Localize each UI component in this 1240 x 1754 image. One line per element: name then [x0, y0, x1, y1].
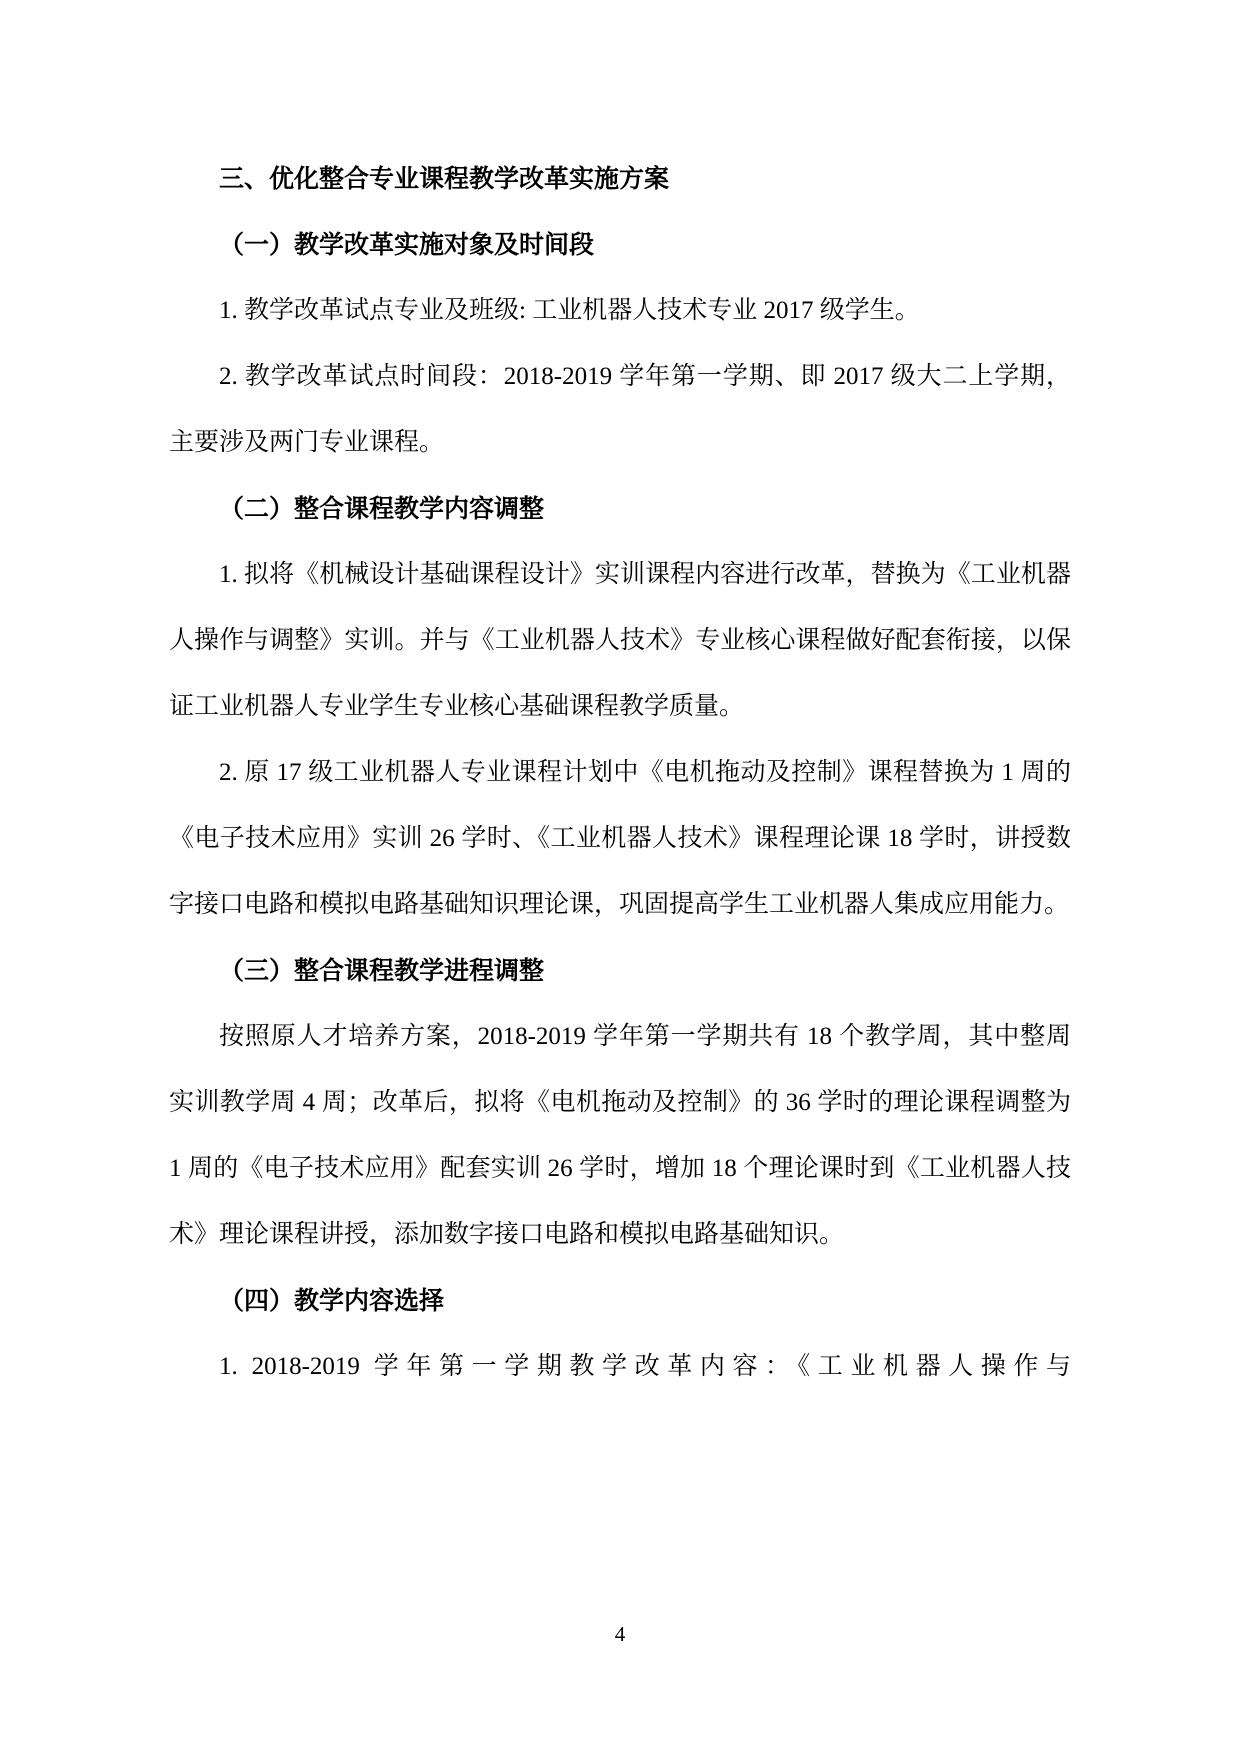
paragraph-content-adjust-1: 1. 拟将《机械设计基础课程设计》实训课程内容进行改革，替换为《工业机器人操作与调整》实训。并与《工业机器人技术》专业核心课程做好配套衔接，以保证工业机器人专业学生专业核心基础课程教学质量。 — [169, 561, 1071, 720]
subsection-heading-2: （二）整合课程教学内容调整 — [219, 495, 545, 523]
subsection-heading-3: （三）整合课程教学进程调整 — [219, 957, 545, 985]
paragraph-pilot-period: 2. 教学改革试点时间段：2018-2019 学年第一学期、即 2017 级大二上学期，主要涉及两门专业课程。 — [169, 363, 1071, 456]
paragraph-content-selection: 1. 2018-2019 学年第一学期教学改革内容：《工业机器人操作与 — [219, 1353, 1071, 1380]
paragraph-pilot-major: 1. 教学改革试点专业及班级: 工业机器人技术专业 2017 级学生。 — [219, 297, 920, 324]
subsection-heading-4: （四）教学内容选择 — [219, 1287, 445, 1315]
page-number: 4 — [614, 1622, 626, 1646]
subsection-heading-1: （一）教学改革实施对象及时间段 — [219, 231, 595, 259]
section-heading-3: 三、优化整合专业课程教学改革实施方案 — [219, 165, 670, 193]
page-content — [169, 146, 1071, 1400]
paragraph-schedule-adjust: 按照原人才培养方案，2018-2019 学年第一学期共有 18 个教学周，其中整周实训教学周 4 周；改革后，拟将《电机拖动及控制》的 36 学时的理论课程调整为 1 周的《电子技术应用》配套实训 26 学时，增加 18 个理论课时到《工业机器人技术》理论课程讲授，添加数字接口电路和模拟电路基础知识。 — [169, 1023, 1071, 1248]
paragraph-content-adjust-2: 2. 原 17 级工业机器人专业课程计划中《电机拖动及控制》课程替换为 1 周的《电子技术应用》实训 26 学时、《工业机器人技术》课程理论课 18 学时，讲授数字接口电路和模拟电路基础知识理论课，巩固提高学生工业机器人集成应用能力。 — [169, 759, 1071, 918]
